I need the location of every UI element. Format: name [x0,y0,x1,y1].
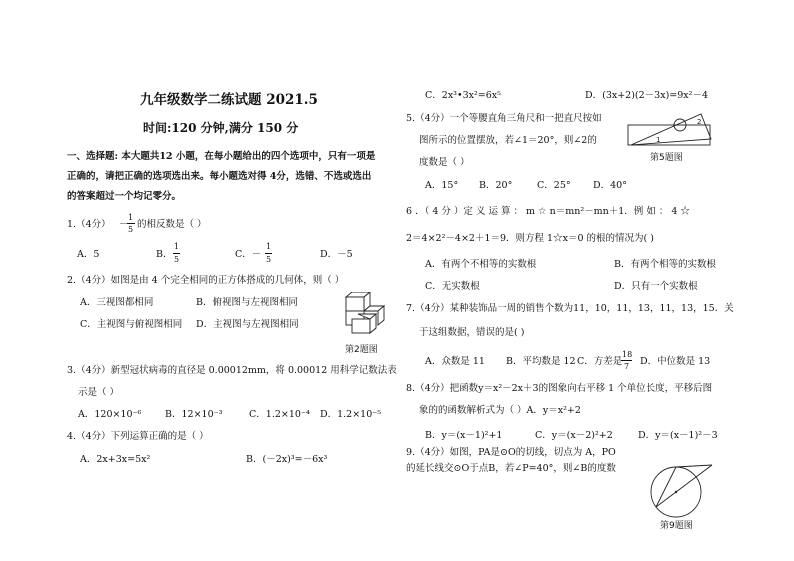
page-title: 九年级数学二练试题 2021.5 [140,92,318,108]
q4-stem: 4.（4分）下列运算正确的是（ ） [67,431,209,442]
q2-option-c: C．主视图与俯视图相同 [80,319,183,330]
q3-option-a: A．120×10⁻⁶ [78,409,142,420]
q9-stem-line2: 的延长线交⊙O于点B，若∠P=40°，则∠B的度数 [406,463,616,474]
q4-option-d: D．(3x+2)(2－3x)=9x²－4 [585,90,709,101]
q1-frac-num: 1 [128,213,134,222]
q7-c-frac-bar [621,360,632,361]
q1-b-frac-num: 1 [174,242,180,251]
q8-stem-line2: 象的的函数解析式为（ ）A．y＝x²+2 [419,405,581,416]
section-instructions-line3: 的答案超过一个均记零分。 [67,191,182,202]
q4-option-b: B．(－2x)³=－6x³ [246,454,328,465]
q3-stem-line2: 示是（ ） [78,387,120,398]
q7-option-c: C．方差是 [577,356,623,367]
q6-option-c: C．无实数根 [425,281,480,292]
q1-stem-text: 的相反数是（ ） [137,219,207,230]
q1-c-frac-den: 5 [266,255,272,264]
q6-option-d: D．只有一个实数根 [614,281,698,292]
q1-number: 1.（4分） [67,219,111,230]
q5-option-b: B．20° [479,180,513,191]
q3-option-c: C．1.2×10⁻⁴ [249,409,310,420]
q7-c-frac-den: 7 [624,362,630,371]
q1-frac-den: 5 [128,225,134,234]
q1-option-c: C．－ [235,249,262,260]
q7-c-frac-num: 18 [622,350,633,359]
q4-option-a: A．2x+3x=5x² [80,454,151,465]
q2-figure-caption: 第2题图 [345,345,378,355]
q7-stem-line1: 7.（4分）某种装饰品一周的销售个数为11，10，11，13，11，13，15．关 [406,303,734,314]
q6-stem-line2: 2＝4×2²－4×2＋1＝9．则方程 1☆x＝0 的根的情况为( ) [406,233,654,244]
q8-stem-line1: 8.（4分）把函数y＝x²－2x＋3的图象向右平移 1 个单位长度，平移后图 [406,383,713,394]
q6-stem-line1: 6 ．（ 4 分 ）定 义 运 算 ： m ☆ n＝mn²－mn＋1．例 如 ： 4 ☆ [406,206,690,217]
q7-option-b: B．平均数是 12 [506,356,576,367]
q6-option-a: A．有两个不相等的实数根 [425,259,537,270]
q4-option-c: C．2x³•3x²=6x⁵ [425,90,501,101]
q1-option-d: D．－5 [320,249,353,260]
q3-stem-line1: 3.（4分）新型冠状病毒的直径是 0.00012mm，将 0.00012 用科学记数法表 [67,365,397,376]
exam-time: 时间:120 分钟,满分 150 分 [143,121,299,135]
q2-option-b: B．俯视图与左视图相同 [196,297,298,308]
q1-option-b: B． [156,249,173,260]
section-instructions-line1: 一、选择题: 本大题共12 小题，在每小题给出的四个选项中，只有一项是 [67,151,376,162]
q1-option-a: A．5 [77,249,100,260]
q1-b-frac-den: 5 [174,255,180,264]
q5-stem-line1: 5.（4分）一个等腰直角三角尺和一把直尺按如 [406,113,602,124]
q3-option-b: B．12×10⁻³ [165,409,223,420]
q7-stem-line2: 于这组数据，错误的是( ) [419,327,525,338]
q3-option-d: D．1.2×10⁻⁵ [320,409,382,420]
q5-option-a: A．15° [425,180,459,191]
q2-cubes-figure [338,292,388,340]
q5-figure-caption: 第5题图 [650,153,683,163]
q2-stem: 2.（4分）如图是由 4 个完全相同的正方体搭成的几何体，则（ ） [67,275,345,286]
q5-angle-label-1: 1 [656,136,661,144]
q6-option-b: B．有两个相等的实数根 [614,259,716,270]
q5-option-c: C．25° [537,180,571,191]
q1-c-frac-bar [265,253,272,254]
section-instructions-line2: 正确的，请把正确的选项选出来。每小题选对得 4分，选错、不选或选出 [67,171,372,182]
q9-circle-tangent-figure [646,460,716,522]
q7-option-d: D．中位数是 13 [640,356,711,367]
q5-stem-line2: 图所示的位置摆放，若∠1＝20°，则∠2的 [419,135,597,146]
q5-angle-label-2: 2 [697,118,702,126]
q7-option-a: A．众数是 11 [425,356,485,367]
q8-option-b: B．y＝(x－1)²+1 [425,430,503,441]
q2-option-a: A．三视图都相同 [80,297,154,308]
q1-b-frac-bar [173,253,180,254]
q1-neg-sign: － [119,219,129,230]
q5-ruler-triangle-figure [625,111,715,151]
q8-option-c: C．y＝(x－2)²+2 [535,430,613,441]
q5-option-d: D．40° [593,180,627,191]
q1-frac-bar [127,223,135,224]
q5-stem-line3: 度数是（ ） [419,157,470,168]
q1-c-frac-num: 1 [266,242,272,251]
q9-stem-line1: 9.（4分）如图，PA是⊙O的切线，切点为 A，PO [406,447,616,458]
q2-option-d: D．主视图与左视图相同 [196,319,299,330]
q8-option-d: D．y＝(x－1)²－3 [638,430,718,441]
q9-figure-caption: 第9题图 [660,521,693,531]
